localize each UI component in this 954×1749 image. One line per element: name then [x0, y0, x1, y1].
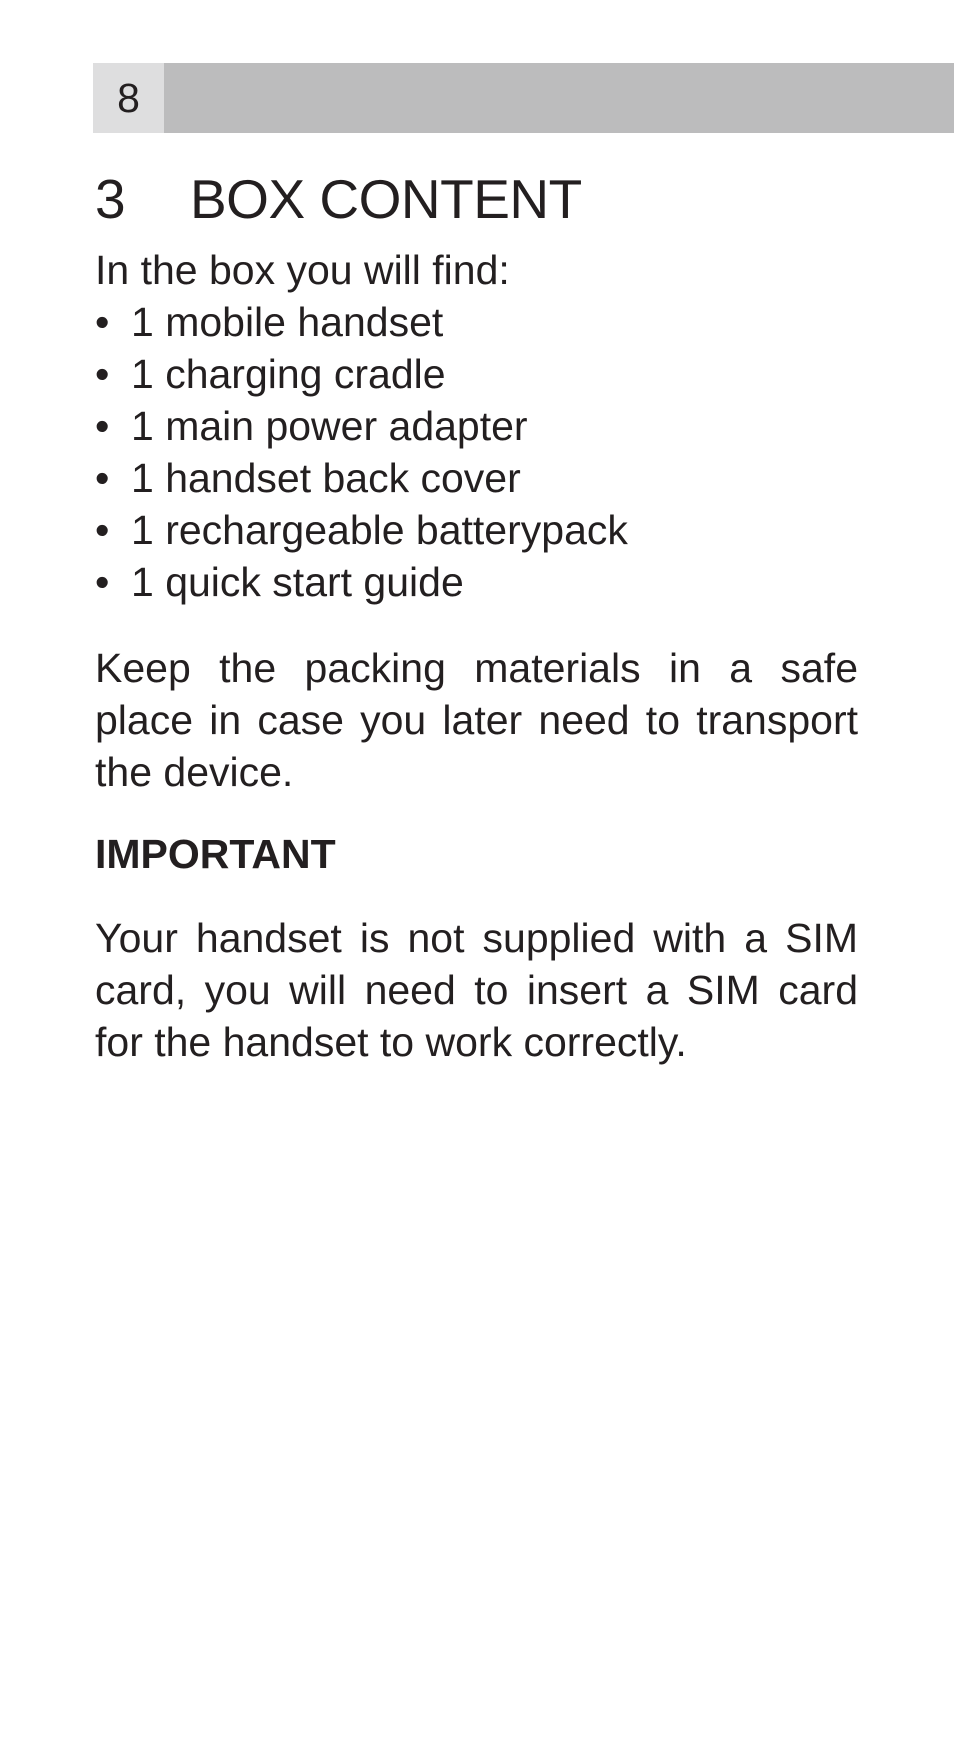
bullet-icon: •: [95, 455, 110, 501]
list-item: [95, 556, 858, 608]
list-item: [95, 504, 858, 556]
page-number: 8: [93, 63, 164, 133]
bullet-icon: •: [95, 559, 110, 605]
list-item: [95, 296, 858, 348]
list-item: [95, 348, 858, 400]
box-content-list: [95, 296, 858, 608]
bullet-icon: •: [95, 507, 110, 553]
sim-card-note: Your handset is not supplied with a SIM card, you will need to insert a SIM card for the handset to work correctly.: [95, 915, 858, 1065]
list-item-text: 1 handset back cover: [131, 455, 521, 501]
bullet-icon: •: [95, 351, 110, 397]
page-header-bar: [93, 63, 954, 133]
list-item-text: 1 main power adapter: [131, 403, 528, 449]
list-item: [95, 400, 858, 452]
section-title: BOX CONTENT: [190, 168, 582, 230]
section-heading: [95, 166, 582, 232]
list-item-text: 1 quick start guide: [131, 559, 464, 605]
list-item-text: 1 mobile handset: [131, 299, 444, 345]
intro-text: In the box you will find:: [95, 247, 510, 293]
list-item: [95, 452, 858, 504]
header-fill-bar: [164, 63, 954, 133]
list-item-text: 1 charging cradle: [131, 351, 446, 397]
section-number: 3: [95, 168, 126, 230]
packing-materials-note: Keep the packing materials in a safe place in case you later need to transport the device.: [95, 645, 858, 795]
important-heading: IMPORTANT: [95, 831, 336, 877]
bullet-icon: •: [95, 403, 110, 449]
bullet-icon: •: [95, 299, 110, 345]
list-item-text: 1 rechargeable batterypack: [131, 507, 628, 553]
page-content: [95, 244, 858, 1068]
